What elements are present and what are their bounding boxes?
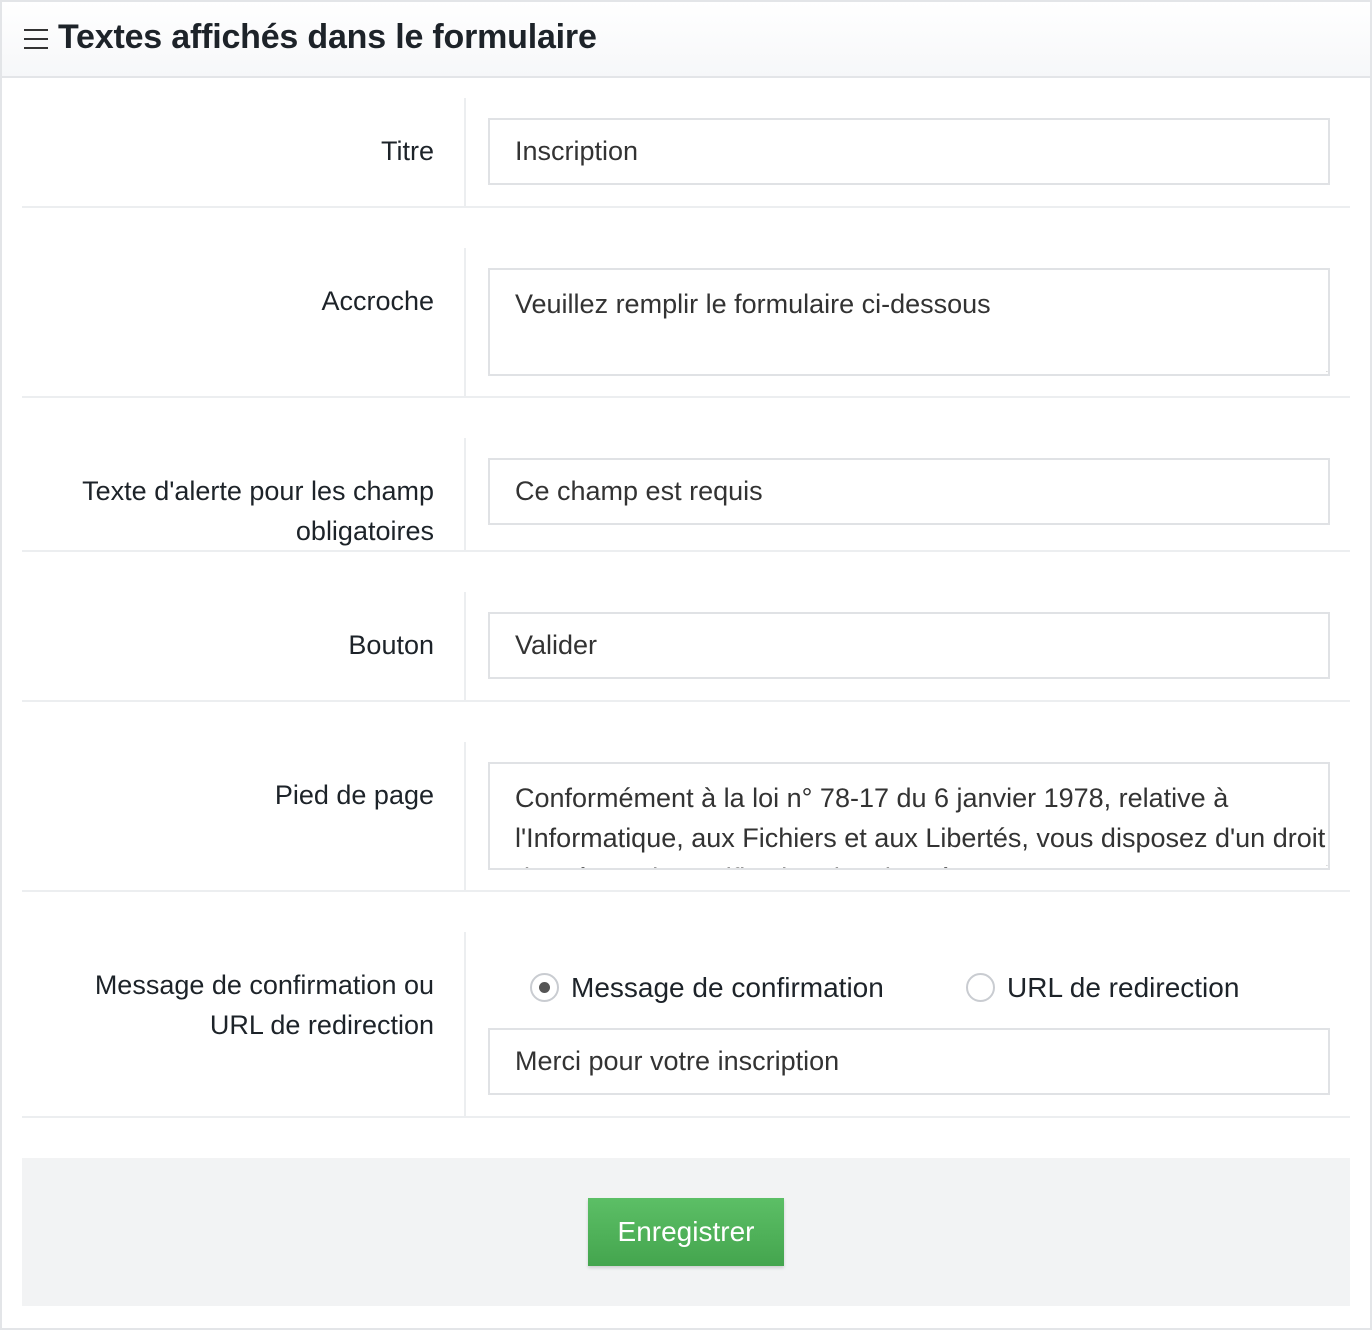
hamburger-menu-icon[interactable] — [24, 28, 48, 50]
radio-message-confirmation[interactable] — [530, 968, 900, 1008]
row-bouton — [22, 592, 1350, 702]
radio-unchecked-icon[interactable] — [966, 973, 995, 1002]
row-separator — [464, 438, 466, 550]
row-separator — [464, 98, 466, 206]
label-alerte-line2: obligatoires — [295, 516, 434, 546]
row-confirmation — [22, 932, 1350, 1118]
label-accroche: Accroche — [321, 286, 434, 316]
titre-input[interactable] — [488, 118, 1330, 185]
radio-checked-icon[interactable] — [530, 973, 559, 1002]
panel-title: Textes affichés dans le formulaire — [58, 18, 597, 56]
label-confirmation-line1: Message de confirmation ou — [94, 970, 434, 1000]
row-separator — [464, 932, 466, 1116]
label-alerte — [22, 471, 434, 551]
radio-label: Message de confirmation — [571, 972, 884, 1003]
row-separator — [464, 592, 466, 700]
radio-url-redirection[interactable] — [966, 968, 1256, 1008]
row-titre — [22, 98, 1350, 208]
label-titre: Titre — [381, 136, 434, 166]
label-bouton: Bouton — [348, 630, 434, 660]
row-separator — [464, 248, 466, 396]
label-confirmation — [22, 965, 434, 1045]
bouton-input[interactable] — [488, 612, 1330, 679]
row-accroche — [22, 248, 1350, 398]
row-separator — [464, 742, 466, 890]
row-alerte — [22, 438, 1350, 552]
label-alerte-line1: Texte d'alerte pour les champ — [82, 476, 434, 506]
pied-de-page-textarea[interactable] — [488, 762, 1330, 870]
label-pied-de-page: Pied de page — [274, 780, 434, 810]
confirmation-message-input[interactable] — [488, 1028, 1330, 1095]
save-button[interactable]: Enregistrer — [588, 1198, 784, 1266]
label-confirmation-line2: URL de redirection — [209, 1010, 434, 1040]
accroche-textarea[interactable] — [488, 268, 1330, 376]
row-pied-de-page — [22, 742, 1350, 892]
panel-header — [2, 2, 1370, 78]
form-actions-bar — [22, 1158, 1350, 1306]
alerte-input[interactable] — [488, 458, 1330, 525]
resize-grip-icon[interactable] — [1314, 852, 1328, 866]
resize-grip-icon[interactable] — [1314, 358, 1328, 372]
radio-label: URL de redirection — [1007, 972, 1240, 1003]
